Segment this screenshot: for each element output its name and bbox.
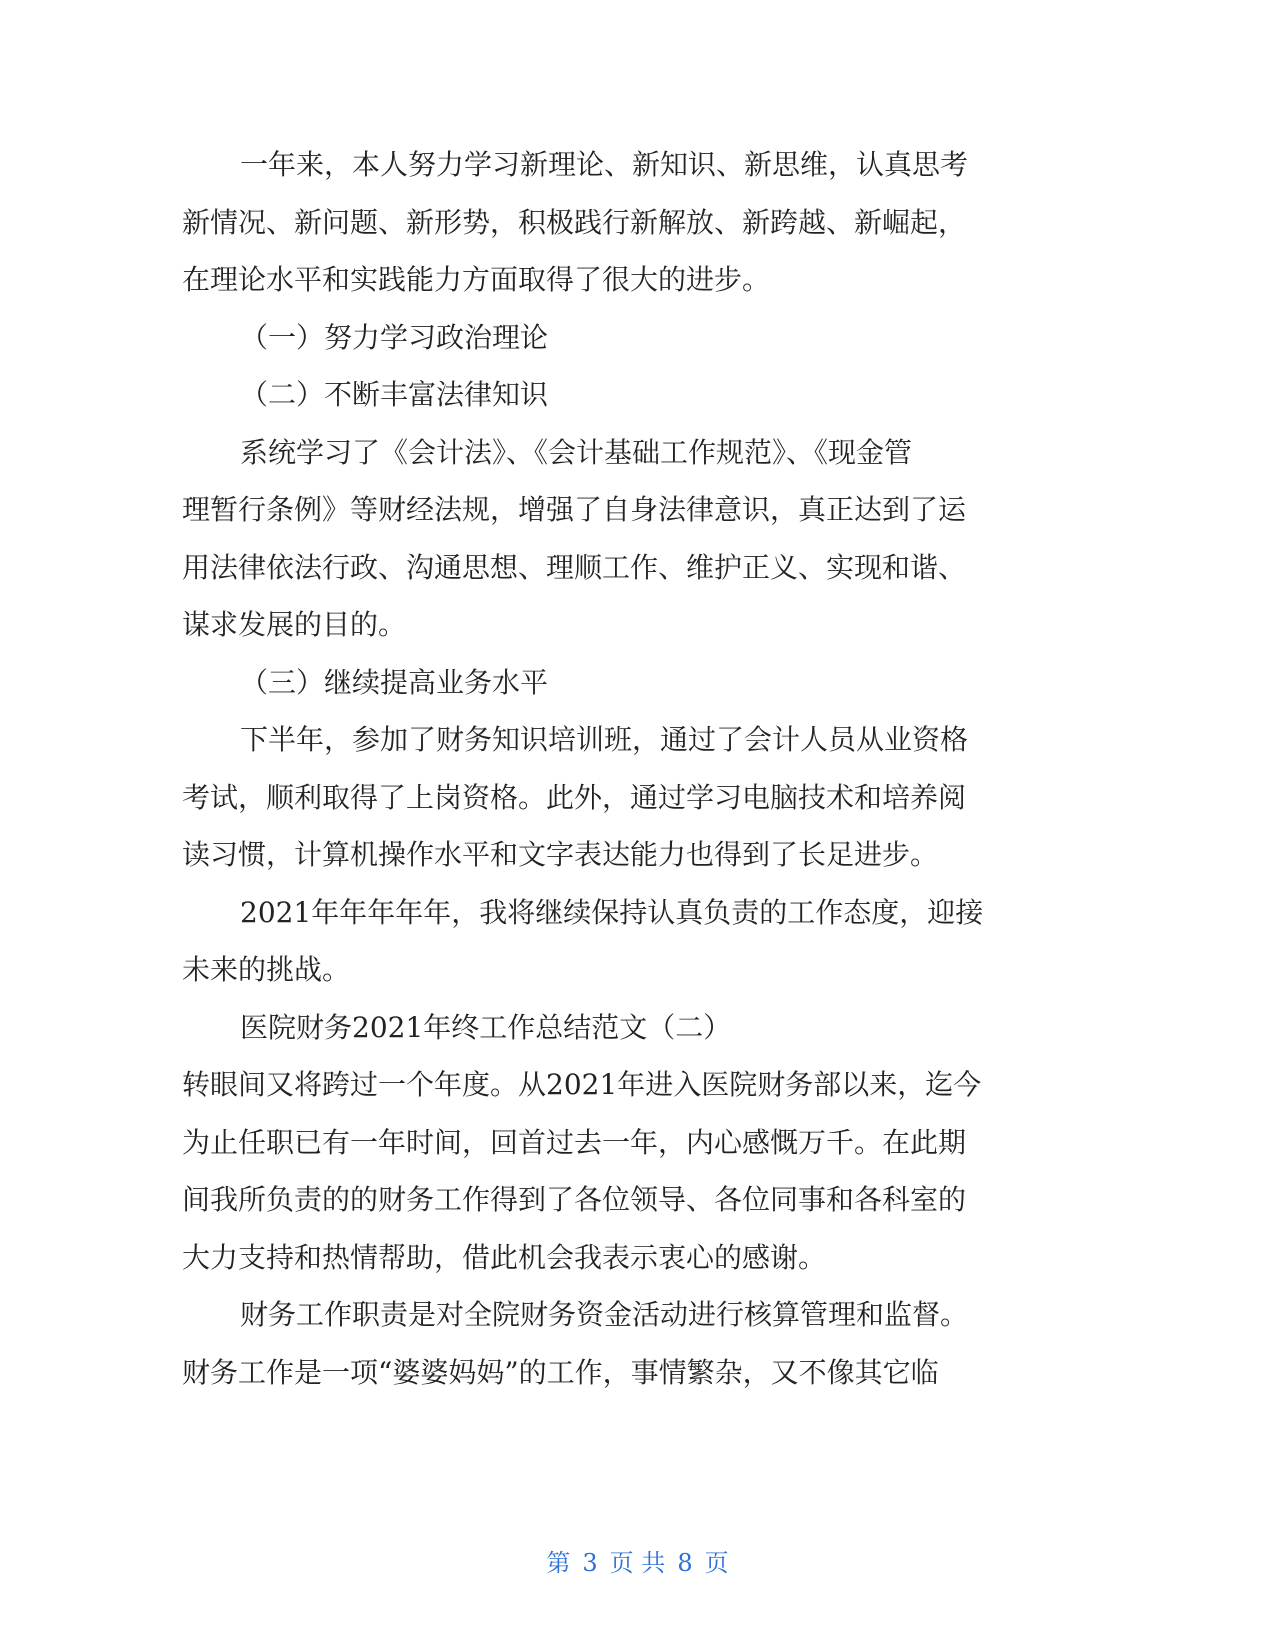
text-line: 读习惯，计算机操作水平和文字表达能力也得到了长足进步。	[182, 838, 939, 871]
page-number-footer	[0, 1546, 1275, 1580]
text-line: 转眼间又将跨过一个年度。从2021年进入医院财务部以来，迄今	[182, 1068, 982, 1101]
text-line: 间我所负责的的财务工作得到了各位领导、各位同事和各科室的	[182, 1183, 967, 1216]
section-heading: （三）继续提高业务水平	[240, 666, 549, 699]
text-line: 2021年年年年年，我将继续保持认真负责的工作态度，迎接	[240, 896, 984, 929]
text-line: 在理论水平和实践能力方面取得了很大的进步。	[182, 263, 771, 296]
text-line: 用法律依法行政、沟通思想、理顺工作、维护正义、实现和谐、	[182, 551, 967, 584]
page-label-suffix: 页	[704, 1549, 729, 1577]
text-line: 一年来，本人努力学习新理论、新知识、新思维，认真思考	[240, 148, 969, 181]
current-page-number: 3	[582, 1549, 598, 1577]
text-line: 大力支持和热情帮助，借此机会我表示衷心的感谢。	[182, 1241, 827, 1274]
page-label-prefix: 第	[546, 1549, 571, 1577]
text-line: 财务工作是一项“婆婆妈妈”的工作，事情繁杂，又不像其它临	[182, 1356, 939, 1389]
section-heading: （二）不断丰富法律知识	[240, 378, 549, 411]
text-line: 谋求发展的目的。	[182, 608, 407, 641]
total-pages-number: 8	[677, 1549, 693, 1577]
text-line: 为止任职已有一年时间，回首过去一年，内心感慨万千。在此期	[182, 1126, 967, 1159]
text-line: 未来的挑战。	[182, 953, 351, 986]
section-heading: （一）努力学习政治理论	[240, 321, 549, 354]
document-subtitle: 医院财务2021年终工作总结范文（二）	[240, 1011, 732, 1044]
text-line: 理暂行条例》等财经法规，增强了自身法律意识，真正达到了运	[182, 493, 967, 526]
text-line: 系统学习了《会计法》、《会计基础工作规范》、《现金管	[240, 436, 913, 469]
text-line: 新情况、新问题、新形势，积极践行新解放、新跨越、新崛起，	[182, 206, 967, 239]
text-line: 下半年，参加了财务知识培训班，通过了会计人员从业资格	[240, 723, 969, 756]
text-line: 财务工作职责是对全院财务资金活动进行核算管理和监督。	[240, 1298, 969, 1331]
page-label-mid: 页 共	[609, 1549, 666, 1577]
text-line: 考试，顺利取得了上岗资格。此外，通过学习电脑技术和培养阅	[182, 781, 967, 814]
